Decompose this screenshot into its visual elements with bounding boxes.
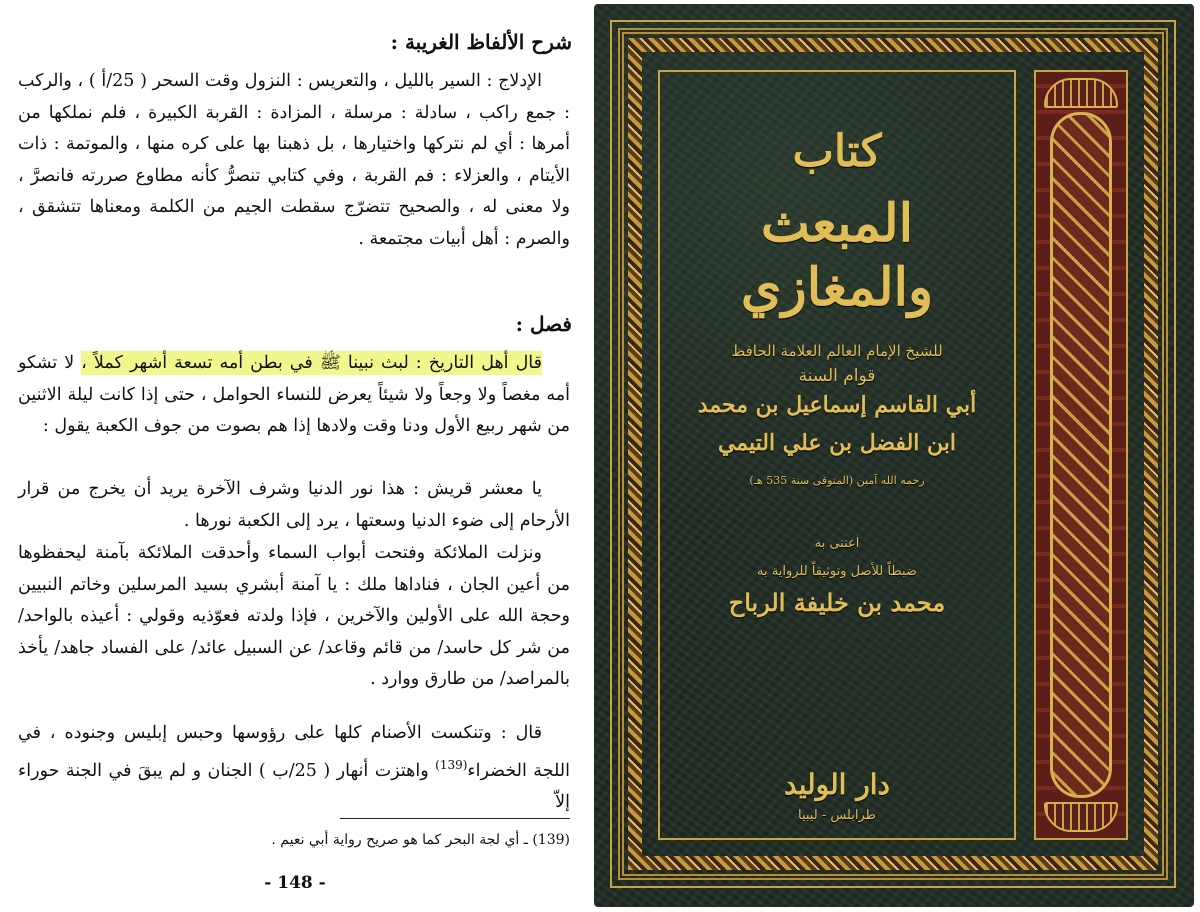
cover-author-epithet: قوام السنة [798, 366, 876, 386]
cover-title: المبعث والمغازي [740, 193, 934, 318]
cover-leather [594, 4, 1194, 907]
spine-ornament-panel [1034, 70, 1128, 840]
cover-author-death: رحمه الله آمين (المتوفى سنة 535 هـ) [749, 474, 925, 487]
cover-author-name: أبي القاسم إسماعيل بن محمد [697, 392, 977, 418]
spine-ornament-arch [1050, 112, 1112, 798]
section-heading: فصل : [515, 312, 572, 336]
glossary-heading: شرح الألفاظ الغريبة : [390, 30, 572, 54]
spine-ornament-top [1044, 78, 1118, 108]
cover-editor-intro: اعتنى به [814, 536, 860, 551]
highlighted-sentence: قال أهل التاريخ : لبث نبينا ﷺ في بطن أمه تسعة أشهر كملاً ، [81, 353, 542, 373]
cover-author-intro: للشيخ الإمام العالم العلامة الحافظ [731, 342, 943, 360]
cover-book-word: كتاب [792, 126, 882, 177]
paragraph-1 [18, 348, 570, 443]
paragraph-3: ونزلت الملائكة وفتحت أبواب السماء وأحدقت الملائكة بآمنة ليحفظوها من أعين الجان ، فناداها ملك : يا آمنة أبشري بسيد المرسلين وخاتم النبيين وحجة الله على الأولين والآخرين ، فإذا ولدته فعوّذيه وقولي : أعيذه بالواحد/ من شر كل حاسد/ من قائم وقاعد/ عن السبيل عائد/ على الفساد جاهد/ يأخذ بالمراصد/ من طارق ووارد . [18, 543, 570, 689]
book-cover [590, 0, 1200, 912]
paragraph-2: يا معشر قريش : هذا نور الدنيا وشرف الآخرة يريد أن يخرج من قرار الأرحام إلى ضوء الدنيا وسعتها ، يرد إلى الكعبة نورها . [18, 479, 570, 531]
book-page [0, 0, 590, 912]
cover-author-lineage: ابن الفضل بن علي التيمي [717, 430, 957, 456]
glossary-paragraph: الإدلاج : السير بالليل ، والتعريس : النزول وقت السحر ( 25/أ ) ، والركب : جمع راكب ، سادلة : مرسلة ، المزادة : القربة الكبيرة ، فلم نملكها من أمرها : أي لم نتركها واختيارها ، بل ذهبنا بها على كره منها ، والموتمة : ذات الأيتام ، والعزلاء : فم القربة ، وفي كتابي تنصرُّ كأنه مطاوع صررته فانصرَّ ، ولا معنى له ، والصحيح تتضرّج سقطت الجيم من الكلمة ومعناها تتشقق ، والصرم : أهل أبيات مجتمعة . [18, 71, 570, 249]
spine-ornament-bottom [1044, 802, 1118, 832]
footnote-divider [340, 818, 570, 819]
footnote: (139) ـ أي لجة البحر كما هو صريح رواية أبي نعيم . [271, 832, 570, 848]
cover-publisher-city: طرابلس - ليبيا [798, 808, 876, 823]
cover-editor-name: محمد بن خليفة الرباح [728, 588, 946, 617]
cover-publisher: دار الوليد [784, 768, 890, 801]
paragraph-1-rest: لا تشكو أمه مغصاً ولا وجعاً ولا شيئاً يعرض للنساء الحوامل ، حتى إذا كانت ليلة الاثنين من شهر ربيع الأول ودنا وقت ولادها إذا هم بصوت من جوف الكعبة يقول : [18, 353, 570, 436]
footnote-reference: (139) [435, 757, 468, 772]
page-number: - 148 - [264, 873, 326, 893]
paragraph-4 [18, 718, 570, 818]
paragraph-4-end: واهتزت أنهار ( 25/ب ) الجنان و لم يبقَ في الجنة حوراء إلاّ [18, 760, 570, 812]
paragraph-4-start: قال : وتنكست الأصنام كلها على رؤوسها وحبس إبليس وجنوده ، في اللجة الخضراء [18, 723, 570, 781]
cover-text-area [658, 4, 1016, 907]
cover-editor-role: ضبطاً للأصل وتوثيقاً للرواية به [757, 564, 917, 579]
